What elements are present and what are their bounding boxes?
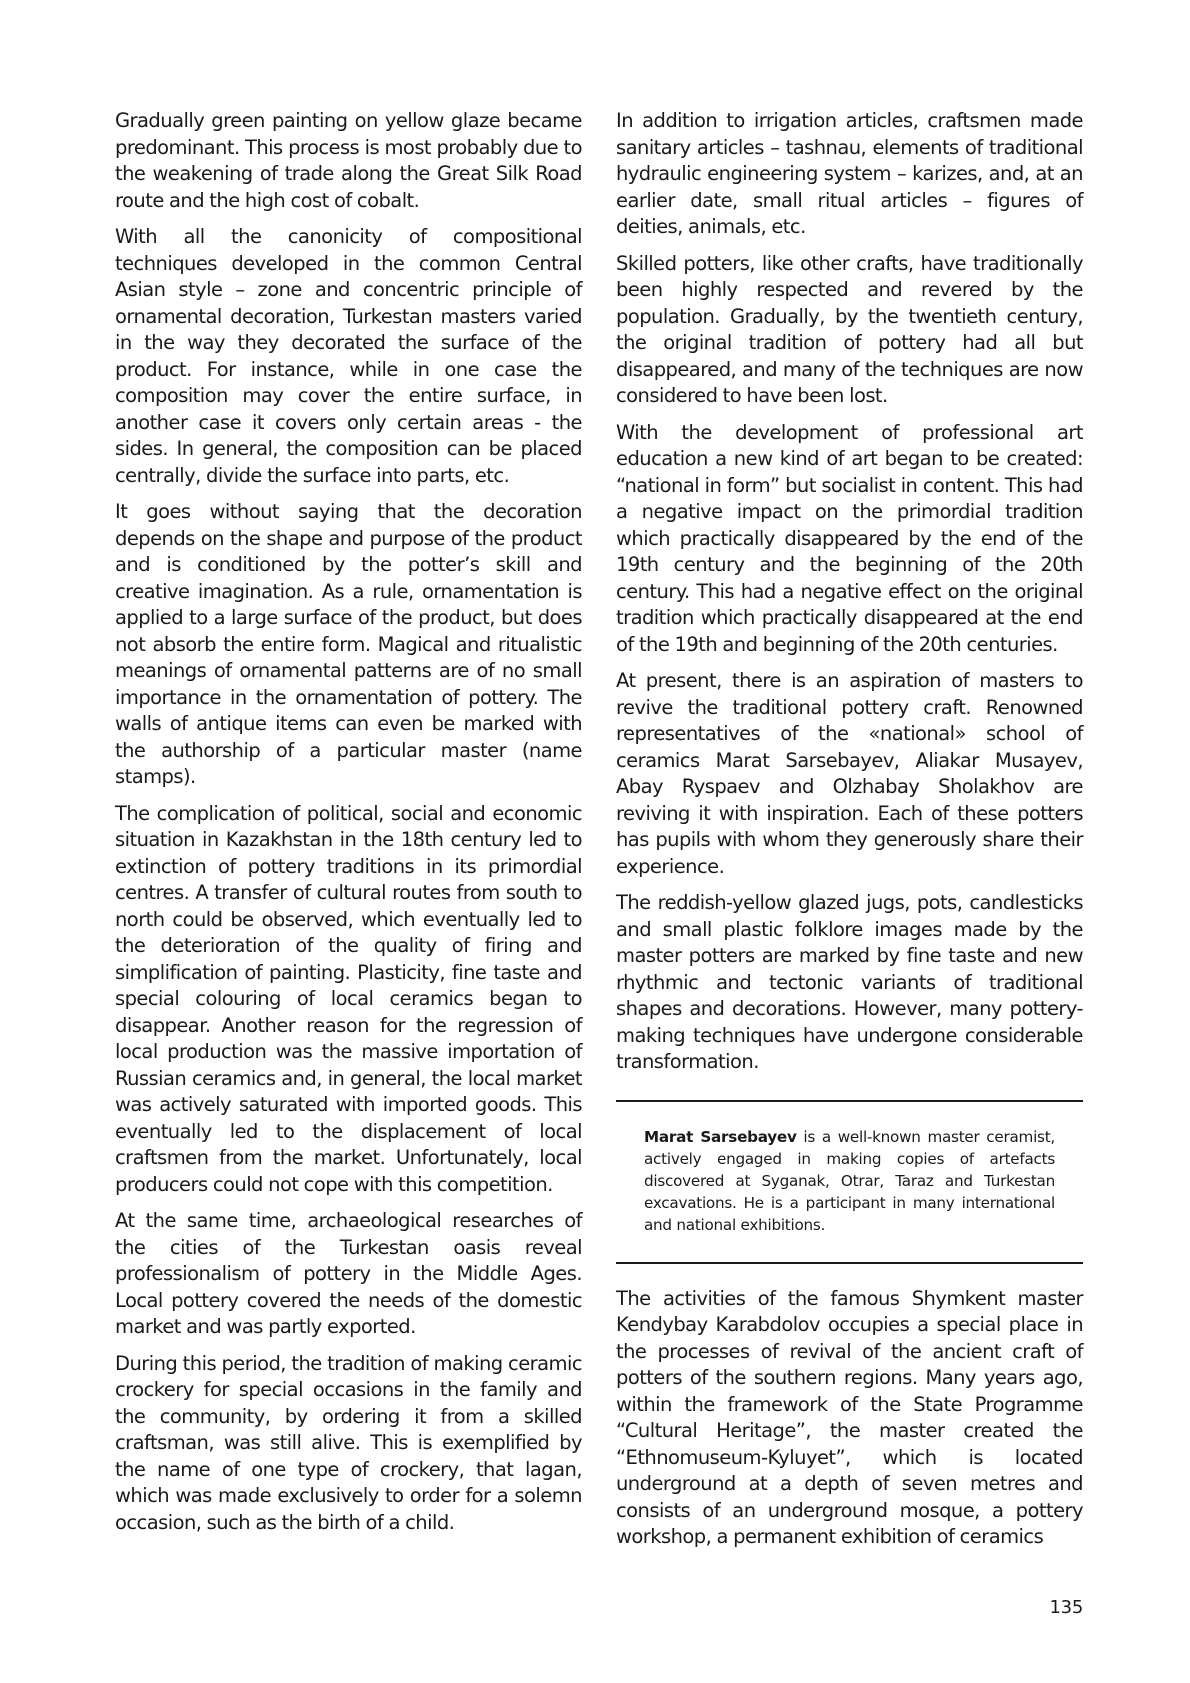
paragraph: With all the canonicity of compositional techniques developed in the common Central Asian style – zone and concentric principle of ornamental decoration, Turkestan masters varied in the way they decorated the surface of the product. For instance, while in one case the composition may cover the entire surface, in another case it covers only certain areas - the sides. In general, the composition can be placed centrally, divide the surface into parts, etc. xyxy=(115,225,582,487)
paragraph: At present, there is an aspiration of masters to revive the traditional pottery craft. Renowned representatives of the «national» school of ceramics Marat Sarsebayev, Aliakar Musayev, Abay Ryspaev and Olzhabay Sholakhov are reviving it with inspiration. Each of these potters has pupils with whom they generously share their experience. xyxy=(616,669,1083,878)
paragraph: Gradually green painting on yellow glaze became predominant. This process is most probably due to the weakening of trade along the Great Silk Road route and the high cost of cobalt. xyxy=(115,109,582,212)
page-number: 135 xyxy=(1049,1597,1083,1618)
left-column xyxy=(115,108,582,1546)
paragraph: The reddish-yellow glazed jugs, pots, candlesticks and small plastic folklore images made by the master potters are marked by fine taste and new rhythmic and tectonic variants of traditional shapes and decorations. However, many pottery-making techniques have undergone considerable transformation. xyxy=(616,891,1083,1073)
biography-sidebar xyxy=(616,1100,1083,1264)
paragraph: With the development of professional art education a new kind of art began to be created: “national in form” but socialist in content. This had a negative impact on the primordial tradition which practically disappeared by the end of the 19th century and the beginning of the 20th century. This had a negative effect on the original tradition which practically disappeared at the end of the 19th and beginning of the 20th centuries. xyxy=(616,420,1083,656)
paragraph: At the same time, archaeological researches of the cities of the Turkestan oasis reveal professionalism of pottery in the Middle Ages. Local pottery covered the needs of the domestic market and was partly exported. xyxy=(115,1209,582,1338)
paragraph: The complication of political, social and economic situation in Kazakhstan in the 18th century led to extinction of pottery traditions in its primordial centres. A transfer of cultural routes from south to north could be observed, which eventually led to the deterioration of the quality of firing and simplification of painting. Plasticity, fine taste and special colouring of local ceramics began to disappear. Another reason for the regression of local production was the massive importation of Russian ceramics and, in general, the local market was actively saturated with imported goods. This eventually led to the displacement of local craftsmen from the market. Unfortunately, local producers could not cope with this competition. xyxy=(115,801,582,1196)
paragraph: It goes without saying that the decoration depends on the shape and purpose of the product and is conditioned by the potter’s skill and creative imagination. As a rule, ornamentation is applied to a large surface of the product, but does not absorb the entire form. Magical and ritualistic meanings of ornamental patterns are of no small importance in the ornamentation of pottery. The walls of antique items can even be marked with the authorship of a particular master (name stamps). xyxy=(115,500,582,788)
paragraph: In addition to irrigation articles, craftsmen made sanitary articles – tashnau, elements of traditional hydraulic engineering system – karizes, and, at an earlier date, small ritual articles – figures of deities, animals, etc. xyxy=(616,109,1083,238)
sidebar-text xyxy=(644,1126,1055,1236)
right-column xyxy=(616,108,1083,1561)
sidebar-body: is a well-known master ceramist, actively engaged in making copies of artefacts discovered at Syganak, Otrar, Taraz and Turkestan excavations. He is a participant in many international and national exhibitions. xyxy=(644,1127,1055,1234)
paragraph: Skilled potters, like other crafts, have traditionally been highly respected and revered by the population. Gradually, by the twentieth century, the original tradition of pottery had all but disappeared, and many of the techniques are now considered to have been lost. xyxy=(616,251,1083,407)
paragraph: During this period, the tradition of making ceramic crockery for special occasions in the family and the community, by ordering it from a skilled craftsman, was still alive. This is exemplified by the name of one type of crockery, that lagan, which was made exclusively to order for a solemn occasion, such as the birth of a child. xyxy=(115,1351,582,1534)
paragraph: The activities of the famous Shymkent master Kendybay Karabdolov occupies a special place in the processes of revival of the ancient craft of potters of the southern regions. Many years ago, within the framework of the State Programme “Cultural Heritage”, the master created the “Ethnomuseum-Kyluyet”, which is located underground at a depth of seven metres and consists of an underground mosque, a pottery workshop, a permanent exhibition of ceramics xyxy=(616,1286,1083,1548)
sidebar-name: Marat Sarsebayev xyxy=(644,1127,797,1146)
